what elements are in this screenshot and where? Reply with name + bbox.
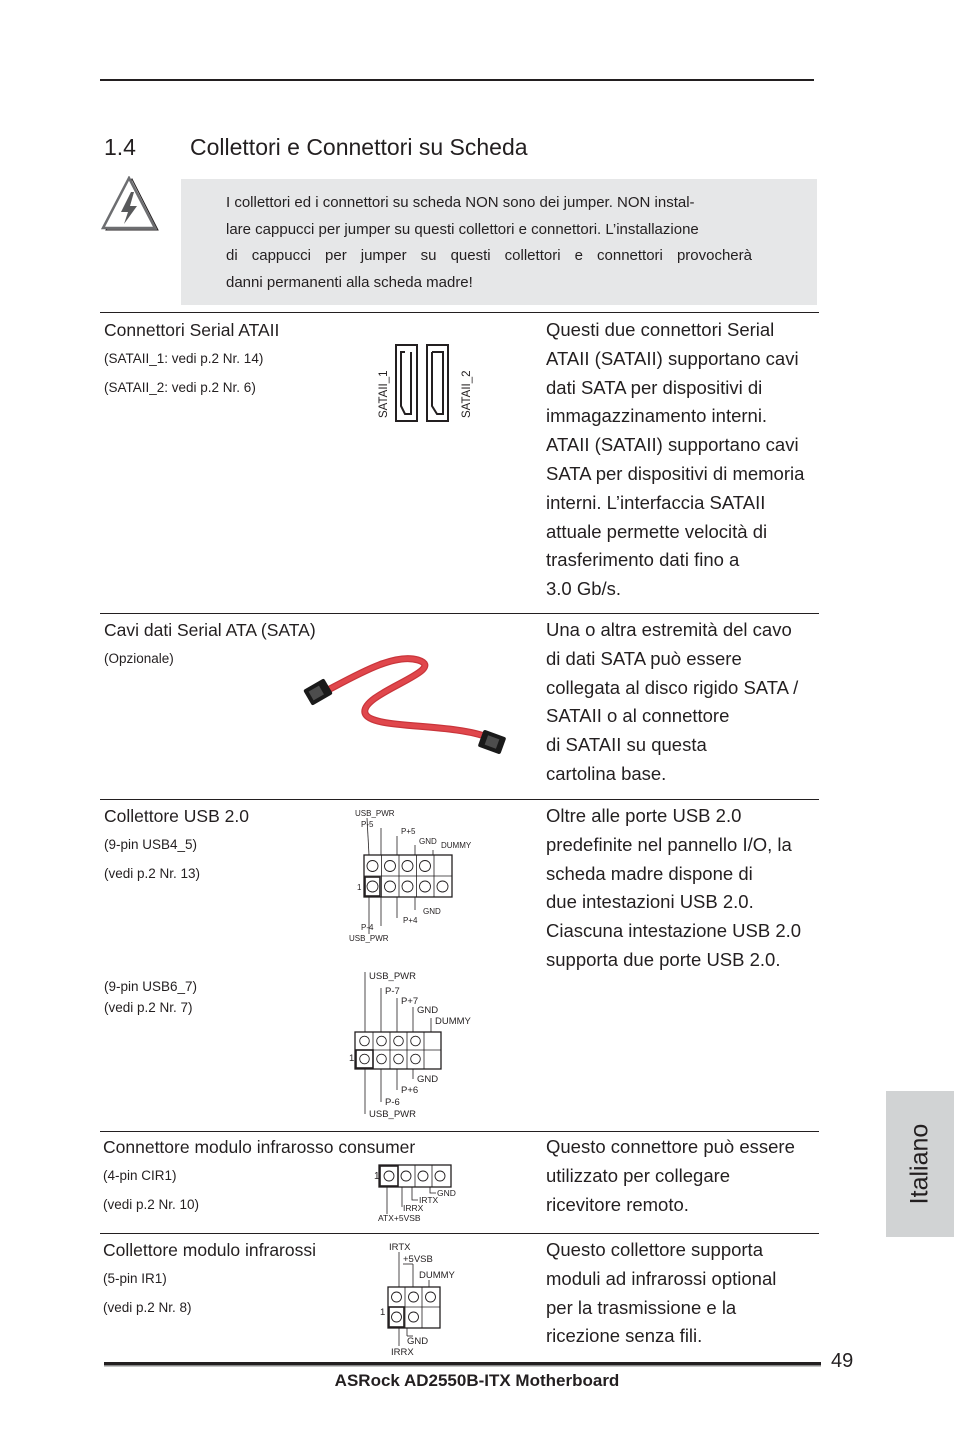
sata-cable-image: [300, 648, 510, 760]
usb67-header-diagram: [345, 968, 495, 1123]
desc-line: predefinite nel pannello I/O, la: [546, 833, 792, 855]
desc-line: attuale permette velocità di: [546, 520, 768, 542]
pin-label: P+7: [401, 996, 419, 1007]
item-ref: (SATAII_2: vedi p.2 Nr. 6): [104, 380, 256, 395]
usb45-header-diagram: [345, 806, 495, 946]
item-title: Connettori Serial ATAII: [104, 320, 280, 340]
desc-line: due intestazioni USB 2.0.: [546, 891, 754, 913]
pin-label: P-5: [361, 820, 374, 829]
warning-line: danni permanenti alla scheda madre!: [226, 273, 473, 291]
pin-label: GND: [437, 1188, 456, 1198]
ir-header-diagram: [375, 1240, 475, 1358]
pin-label: P-4: [361, 923, 374, 932]
desc-line: immagazzinamento interni.: [546, 405, 768, 427]
desc-line: ATAII (SATAII) supportano cavi: [546, 347, 799, 369]
item-description: [546, 316, 821, 604]
item-description: [546, 1236, 821, 1351]
pin-label: USB_PWR: [355, 809, 395, 818]
desc-line: per la trasmissione e la: [546, 1296, 737, 1318]
warning-line: di cappucci per jumper su questi collettori e connettori provocherà: [226, 247, 752, 264]
section-heading: [104, 134, 528, 161]
desc-line: di SATAII su questa: [546, 734, 707, 756]
desc-line: collegata al disco rigido SATA /: [546, 676, 799, 698]
pin-label: GND: [407, 1336, 429, 1347]
desc-line: 3.0 Gb/s.: [546, 578, 622, 600]
desc-line: Questo collettore supporta: [546, 1239, 763, 1260]
section-title: Collettori e Connettori su Scheda: [190, 134, 528, 160]
divider: [100, 1233, 819, 1234]
pin-label: P+4: [403, 916, 418, 925]
pin-label: USB_PWR: [369, 971, 416, 982]
desc-line: ricevitore remoto.: [546, 1193, 689, 1215]
footer-rule: [104, 1362, 821, 1365]
warning-line: I collettori ed i connettori su scheda NON sono dei jumper. NON instal-: [226, 194, 695, 211]
pin-label: IRRX: [391, 1347, 414, 1358]
pin-label: DUMMY: [419, 1270, 455, 1281]
sata1-label: SATAII_1: [378, 370, 390, 418]
pin-label: GND: [417, 1005, 439, 1016]
item-ref: (vedi p.2 Nr. 7): [104, 1000, 193, 1015]
desc-line: ricezione senza fili.: [546, 1325, 703, 1347]
desc-line: Oltre alle porte USB 2.0: [546, 805, 742, 826]
divider: [100, 1131, 819, 1132]
warning-triangle-icon: [100, 176, 162, 234]
desc-line: ATAII (SATAII) supportano cavi: [546, 434, 799, 456]
pin-label: P-6: [385, 1097, 400, 1108]
desc-line: scheda madre dispone di: [546, 862, 753, 884]
pin-label: DUMMY: [435, 1016, 471, 1027]
divider: [100, 613, 819, 614]
top-rule: [100, 79, 814, 81]
item-ref: (vedi p.2 Nr. 10): [103, 1197, 200, 1212]
language-side-tab: [886, 1091, 954, 1237]
pin-one-label: 1: [349, 1053, 355, 1064]
pin-one-label: 1: [374, 1171, 380, 1182]
desc-line: moduli ad infrarossi optional: [546, 1267, 777, 1289]
page-number: 49: [831, 1350, 854, 1372]
item-title: Connettore modulo infrarosso consumer: [103, 1137, 416, 1157]
item-ref: (5-pin IR1): [103, 1271, 167, 1286]
item-ref: (vedi p.2 Nr. 8): [103, 1300, 192, 1315]
item-description: [546, 1133, 821, 1219]
item-ref: (SATAII_1: vedi p.2 Nr. 14): [104, 351, 264, 366]
desc-line: Una o altra estremità del cavo: [546, 619, 792, 640]
item-ref: (Opzionale): [104, 651, 174, 666]
pin-one-label: 1: [357, 883, 362, 892]
desc-line: Ciascuna intestazione USB 2.0: [546, 920, 802, 942]
desc-line: trasferimento dati fino a: [546, 549, 740, 571]
pin-label: IRRX: [403, 1203, 424, 1213]
item-ref: (4-pin CIR1): [103, 1168, 177, 1183]
sata2-label: SATAII_2: [461, 370, 473, 418]
desc-line: SATA per dispositivi di memoria: [546, 462, 805, 484]
pin-label: IRTX: [389, 1242, 411, 1253]
cir-header-diagram: [370, 1160, 470, 1226]
warning-line: lare cappucci per jumper su questi collettori e connettori. L’installazione: [226, 220, 699, 238]
pin-label: DUMMY: [441, 841, 472, 850]
pin-label: GND: [417, 1074, 439, 1085]
item-title: Cavi dati Serial ATA (SATA): [104, 620, 316, 640]
item-ref: (9-pin USB4_5): [104, 837, 198, 852]
desc-line: SATAII o al connettore: [546, 705, 730, 727]
side-tab-label: Italiano: [905, 1123, 934, 1205]
pin-one-label: 1: [380, 1307, 386, 1318]
pin-label: GND: [423, 907, 441, 916]
pin-label: IRTX: [419, 1195, 439, 1205]
pin-label: +5VSB: [403, 1254, 433, 1265]
sata-connector-diagram: [370, 342, 480, 424]
item-description: [546, 616, 821, 789]
desc-line: di dati SATA può essere: [546, 647, 742, 669]
pin-label: P+5: [401, 827, 416, 836]
warning-text: [226, 190, 752, 296]
desc-line: Questo connettore può essere: [546, 1136, 795, 1157]
desc-line: utilizzato per collegare: [546, 1164, 731, 1186]
item-description: [546, 802, 821, 975]
footer-text: ASRock AD2550B-ITX Motherboard: [334, 1371, 620, 1390]
pin-label: ATX+5VSB: [378, 1213, 421, 1223]
pin-label: USB_PWR: [349, 934, 389, 943]
pin-label: P+6: [401, 1085, 419, 1096]
desc-line: interni. L’interfaccia SATAII: [546, 491, 766, 513]
desc-line: cartolina base.: [546, 762, 667, 784]
item-ref: (9-pin USB6_7): [104, 979, 198, 994]
item-title: Collettore modulo infrarossi: [103, 1240, 317, 1260]
desc-line: supporta due porte USB 2.0.: [546, 948, 781, 970]
desc-line: dati SATA per dispositivi di: [546, 376, 763, 398]
desc-line: Questi due connettori Serial: [546, 319, 775, 340]
item-title: Collettore USB 2.0: [104, 806, 249, 826]
divider: [100, 312, 819, 313]
section-number: 1.4: [104, 134, 136, 160]
divider: [100, 799, 819, 800]
pin-label: USB_PWR: [369, 1109, 416, 1120]
pin-label: GND: [419, 837, 437, 846]
item-ref: (vedi p.2 Nr. 13): [104, 866, 201, 881]
pin-label: P-7: [385, 986, 400, 997]
